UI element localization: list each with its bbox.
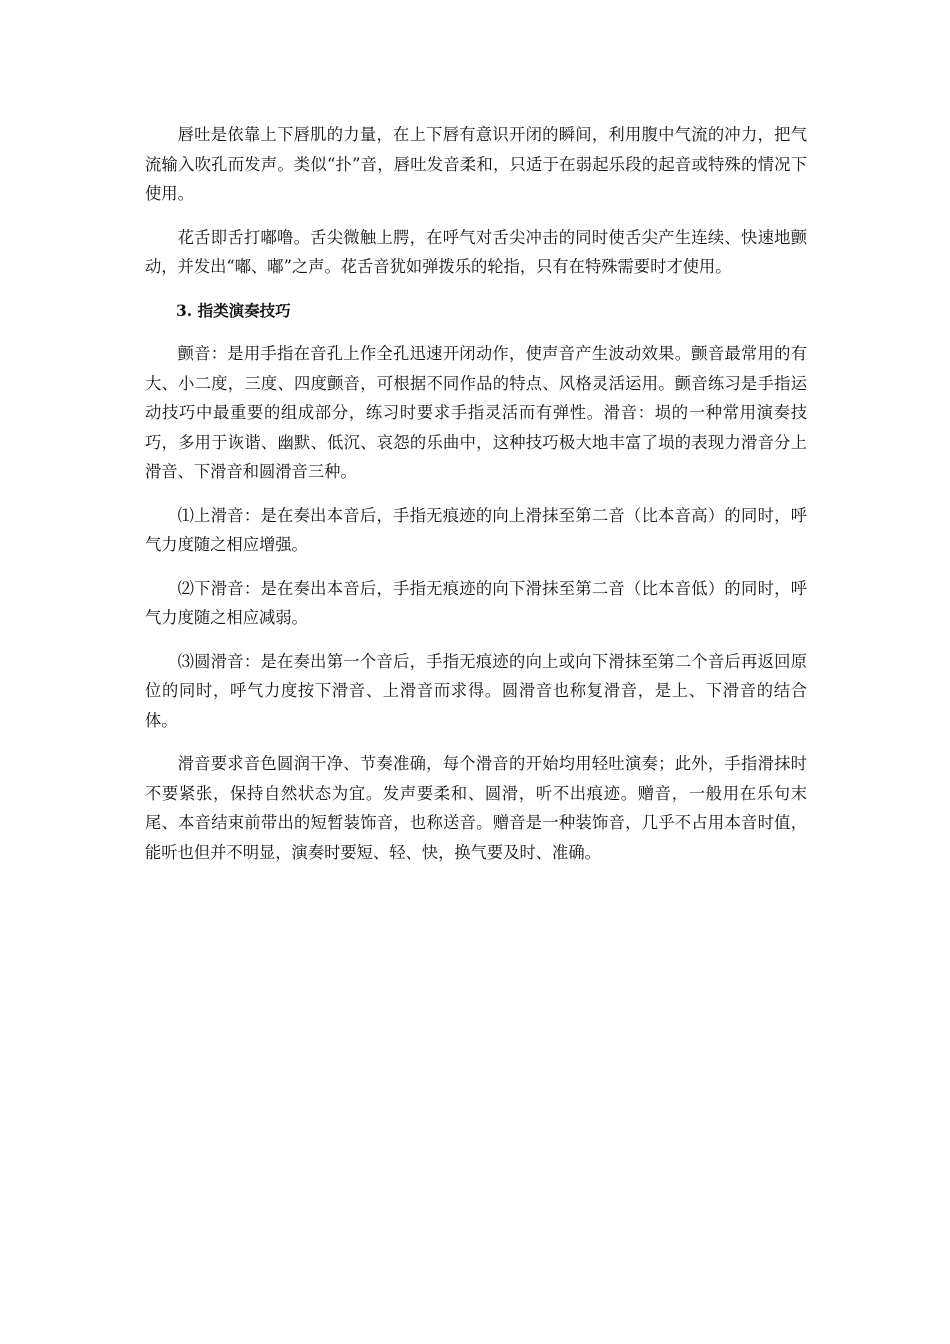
paragraph-lip-tonguing: 唇吐是依靠上下唇肌的力量，在上下唇有意识开闭的瞬间，利用腹中气流的冲力，把气流输入吹孔而发声。类似“扑”音，唇吐发音柔和，只适于在弱起乐段的起音或特殊的情况下使用。 xyxy=(145,125,807,203)
section-heading: 3. 指类演奏技巧 xyxy=(176,300,291,320)
paragraph-flutter-tonguing: 花舌即舌打嘟噜。舌尖微触上腭，在呼气对舌尖冲击的同时使舌尖产生连续、快速地颤动，并发出“嘟、嘟”之声。花舌音犹如弹拨乐的轮指，只有在特殊需要时才使用。 xyxy=(145,227,807,276)
paragraph-glide-requirements: 滑音要求音色圆润干净、节奏准确，每个滑音的开始均用轻吐演奏；此外，手指滑抹时不要紧张，保持自然状态为宜。发声要柔和、圆滑，听不出痕迹。赠音，一般用在乐句末尾、本音结束前带出的短暂装饰音，也称送音。赠音是一种装饰音，几乎不占用本音时值，能听也但并不明显，演奏时要短、轻、快，换气要及时、准确。 xyxy=(145,754,807,862)
document-body xyxy=(145,120,807,881)
paragraph-downward-glide: ⑵下滑音：是在奏出本音后，手指无痕迹的向下滑抹至第二音（比本音低）的同时，呼气力度随之相应减弱。 xyxy=(145,578,807,627)
paragraph-vibrato-glide: 颤音：是用手指在音孔上作全孔迅速开闭动作，使声音产生波动效果。颤音最常用的有大、小二度，三度、四度颤音，可根据不同作品的特点、风格灵活运用。颤音练习是手指运动技巧中最重要的组成部分，练习时要求手指灵活而有弹性。滑音：埙的一种常用演奏技巧，多用于诙谐、幽默、低沉、哀怨的乐曲中，这种技巧极大地丰富了埙的表现力滑音分上滑音、下滑音和圆滑音三种。 xyxy=(145,344,807,481)
paragraph-upward-glide: ⑴上滑音：是在奏出本音后，手指无痕迹的向上滑抹至第二音（比本音高）的同时，呼气力度随之相应增强。 xyxy=(145,505,807,554)
paragraph-round-glide: ⑶圆滑音：是在奏出第一个音后，手指无痕迹的向上或向下滑抹至第二个音后再返回原位的同时，呼气力度按下滑音、上滑音而求得。圆滑音也称复滑音，是上、下滑音的结合体。 xyxy=(145,651,807,730)
